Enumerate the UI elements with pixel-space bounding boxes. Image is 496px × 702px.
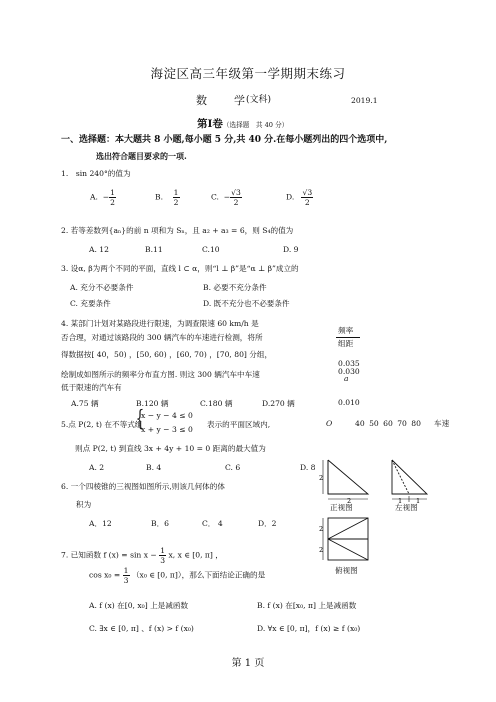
q4-option-a: A.75 辆 bbox=[71, 399, 99, 408]
q4-option-c: C.180 辆 bbox=[200, 399, 233, 408]
q5-line-2: 则点 P(2, t) 到直线 3x + 4y + 10 = 0 距离的最大值为 bbox=[75, 444, 266, 453]
q5-inequality-1: x − y − 4 ≤ 0 bbox=[141, 411, 193, 420]
q6-option-c: C． 4 bbox=[202, 519, 223, 528]
q4-line-3: 得数据按[ 40，50) ，[50, 60) ，[60, 70) ，[70, 80] 分组， bbox=[61, 350, 273, 359]
q7-option-a: A. f (x) 在[0, x₀] 上是减函数 bbox=[89, 601, 189, 610]
q7-option-d: D. ∀x ∈ [0, π]，f (x) ≥ f (x₀) bbox=[257, 624, 361, 633]
q4-line-1: 4. 某部门计划对某路段进行限速，为调查限速 60 km/h 是 bbox=[61, 319, 259, 328]
side-dim-1a: 1 bbox=[398, 497, 403, 505]
top-view-label: 俯视图 bbox=[335, 566, 358, 575]
q2-option-d: D. 9 bbox=[283, 245, 299, 254]
volume-title: 第Ⅰ卷 bbox=[197, 118, 223, 130]
side-view-label: 左视图 bbox=[395, 503, 418, 512]
subject-label: 数 学 bbox=[196, 94, 253, 107]
q5-option-d: D. 8 bbox=[300, 463, 316, 472]
chart-origin: O bbox=[326, 419, 333, 428]
page-number: 第 1 页 bbox=[231, 658, 265, 669]
section-heading: 一、选择题：本大题共 8 小题,每小题 5 分,共 40 分.在每小题列出的四个选项中, bbox=[61, 135, 388, 145]
chart-ylabel-rule bbox=[336, 337, 360, 338]
q2-stem: 2. 若等差数列{aₙ}的前 n 项和为 Sₙ，且 a₂ + a₃ = 6，则 S₄的值为 bbox=[61, 226, 294, 235]
side-view-drawing bbox=[392, 460, 427, 494]
front-height-dim: 2 bbox=[319, 474, 324, 482]
q1-stem: 1. sin 240°的值为 bbox=[61, 169, 131, 178]
chart-y-tick-1: 0.035 bbox=[338, 359, 360, 368]
chart-ylabel-bottom: 组距 bbox=[338, 339, 354, 348]
q6-option-d: D．2 bbox=[258, 519, 277, 528]
side-dim-1b: 1 bbox=[416, 497, 421, 505]
q6-line-2: 积为 bbox=[76, 500, 92, 509]
q3-option-b: B. 必要不充分条件 bbox=[203, 283, 267, 292]
q4-line-2: 否合理，对通过该路段的 300 辆汽车的车速进行检测，将所 bbox=[61, 333, 263, 342]
brace-symbol: { bbox=[135, 407, 145, 432]
q5-option-a: A. 2 bbox=[89, 463, 105, 472]
exam-title: 海淀区高三年级第一学期期末练习 bbox=[150, 66, 346, 81]
q4-option-b: B.120 辆 bbox=[136, 399, 169, 408]
q1-option-c: C. − $\frac{√3}{2}$ bbox=[211, 188, 241, 207]
q3-option-c: C. 充要条件 bbox=[70, 299, 111, 308]
q7-line-2: cos x₀ = $\frac{1}{3}$ （x₀ ∈ [0, π]），那么下面结论正确的是 bbox=[89, 566, 266, 585]
q1-option-b: B. $\frac{1}{2}$ bbox=[155, 188, 179, 207]
chart-y-tick-2: 0.030 bbox=[338, 367, 360, 376]
q3-stem: 3. 设α, β为两个不同的平面，直线 l ⊂ α，则“l ⊥ β”是“α ⊥ β”成立的 bbox=[61, 264, 299, 273]
top-view-drawing bbox=[328, 518, 368, 560]
front-view-label: 正视图 bbox=[330, 503, 353, 512]
q3-option-d: D. 既不充分也不必要条件 bbox=[203, 299, 290, 308]
exam-date: 2019.1 bbox=[351, 96, 378, 105]
q7-lead: 7. 已知函数 f (x) = sin x − $\frac{1}{3}$ x, x ∈ [0, π] ， bbox=[61, 546, 223, 565]
subject-note: (文科) bbox=[246, 95, 272, 105]
q5-inequality-2: x + y − 3 ≤ 0 bbox=[141, 425, 193, 434]
chart-x-label: 车速 bbox=[434, 419, 450, 428]
q3-option-a: A. 充分不必要条件 bbox=[70, 283, 134, 292]
q5-option-c: C. 6 bbox=[225, 463, 241, 472]
q1-option-d: D. $\frac{√3}{2}$ bbox=[286, 188, 313, 207]
chart-y-tick-3: a bbox=[344, 374, 349, 383]
q6-option-a: A．12 bbox=[89, 519, 112, 528]
q7-option-c: C. ∃x ∈ [0, π] 、f (x) > f (x₀) bbox=[89, 624, 194, 633]
q4-line-4: 绘制成如图所示的频率分布直方图. 则这 300 辆汽车中车速 bbox=[61, 370, 260, 379]
q5-lead: 5.点 P(2, t) 在不等式组 bbox=[61, 420, 143, 429]
q1-option-a: A. − $\frac{1}{2}$ bbox=[90, 188, 115, 207]
q5-tail: 表示的平面区域内, bbox=[207, 420, 271, 429]
q4-option-d: D.270 辆 bbox=[262, 399, 295, 408]
section-heading-2: 选出符合题目要求的一项. bbox=[96, 151, 187, 161]
chart-ylabel-top: 频率 bbox=[338, 326, 354, 335]
chart-y-tick-4: 0.010 bbox=[338, 398, 360, 407]
front-width-dim: 2 bbox=[347, 497, 352, 505]
q6-line-1: 6. 一个四棱锥的三视图如图所示,则该几何体的体 bbox=[61, 482, 225, 491]
q6-option-b: B．6 bbox=[151, 519, 170, 528]
front-view-drawing bbox=[328, 460, 368, 494]
top-dim-lower: 2 bbox=[319, 546, 324, 554]
q7-option-b: B. f (x) 在[x₀, π] 上是减函数 bbox=[257, 601, 357, 610]
chart-x-ticks: 40 50 60 70 80 bbox=[355, 419, 421, 428]
q5-option-b: B. 4 bbox=[146, 463, 162, 472]
volume-note: （选择题 共 40 分） bbox=[222, 121, 289, 129]
q2-option-b: B.11 bbox=[145, 245, 163, 254]
top-dim-upper: 2 bbox=[319, 525, 324, 533]
q2-option-a: A. 12 bbox=[89, 245, 109, 254]
q4-line-5: 低于限速的汽车有 bbox=[61, 383, 122, 392]
q2-option-c: C.10 bbox=[202, 245, 220, 254]
